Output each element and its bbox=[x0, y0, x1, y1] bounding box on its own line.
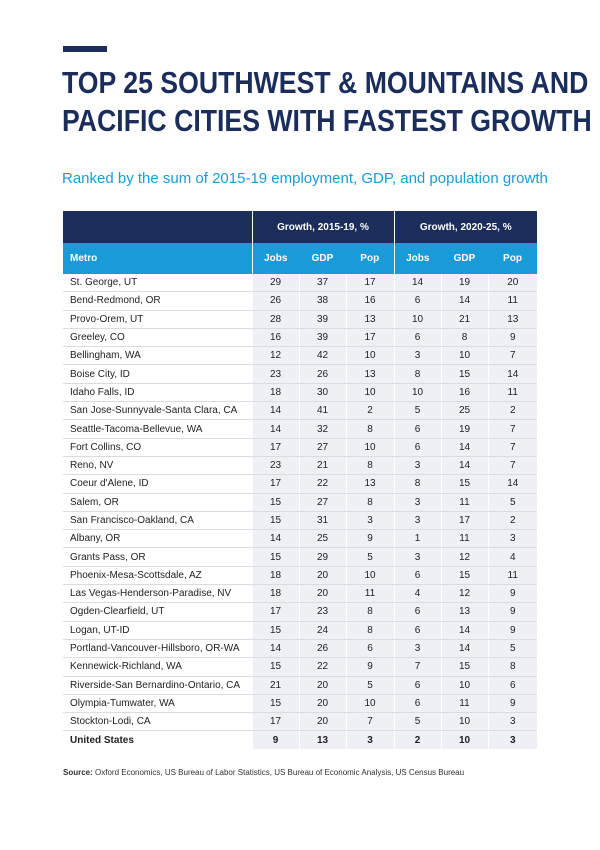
cell-gdp-2015: 23 bbox=[299, 603, 346, 621]
cell-pop-2020: 14 bbox=[488, 475, 537, 493]
table-row bbox=[63, 621, 537, 639]
cell-pop-2015: 7 bbox=[346, 713, 394, 731]
cell-jobs-2015: 17 bbox=[252, 475, 299, 493]
cell-gdp-2020: 14 bbox=[441, 621, 488, 639]
cell-pop-2015: 13 bbox=[346, 310, 394, 328]
cell-gdp-2015: 29 bbox=[299, 548, 346, 566]
cell-pop-2015: 10 bbox=[346, 347, 394, 365]
cell-jobs-2015: 23 bbox=[252, 456, 299, 474]
cell-jobs-2015: 28 bbox=[252, 310, 299, 328]
cell-pop-2015: 9 bbox=[346, 658, 394, 676]
table-row bbox=[63, 347, 537, 365]
cell-gdp-2015: 26 bbox=[299, 365, 346, 383]
cell-jobs-2015: 12 bbox=[252, 347, 299, 365]
table-row bbox=[63, 402, 537, 420]
table-row bbox=[63, 511, 537, 529]
cell-pop-2015: 9 bbox=[346, 530, 394, 548]
cell-gdp-2020: 10 bbox=[441, 713, 488, 731]
source-note bbox=[63, 768, 464, 777]
cell-pop-2020: 7 bbox=[488, 456, 537, 474]
cell-metro: Grants Pass, OR bbox=[63, 548, 252, 566]
group-header-row bbox=[63, 211, 537, 243]
cell-pop-2015: 13 bbox=[346, 475, 394, 493]
source-label: Source: bbox=[63, 768, 93, 777]
cell-jobs-2020: 5 bbox=[394, 713, 441, 731]
cell-pop-2015: 10 bbox=[346, 566, 394, 584]
cell-jobs-2015: 18 bbox=[252, 383, 299, 401]
cell-pop-2020: 11 bbox=[488, 566, 537, 584]
cell-gdp-2020: 25 bbox=[441, 402, 488, 420]
cell-metro: Coeur d'Alene, ID bbox=[63, 475, 252, 493]
growth-table bbox=[63, 211, 537, 749]
cell-pop-2020: 5 bbox=[488, 639, 537, 657]
cell-jobs-2015: 17 bbox=[252, 438, 299, 456]
title-line-1: TOP 25 SOUTHWEST & MOUNTAINS AND bbox=[62, 65, 589, 100]
cell-metro: San Jose-Sunnyvale-Santa Clara, CA bbox=[63, 402, 252, 420]
cell-pop-2015: 3 bbox=[346, 731, 394, 749]
cell-pop-2015: 6 bbox=[346, 639, 394, 657]
column-header-metro: Metro bbox=[63, 243, 252, 274]
cell-gdp-2015: 39 bbox=[299, 310, 346, 328]
cell-gdp-2020: 13 bbox=[441, 603, 488, 621]
cell-pop-2015: 3 bbox=[346, 511, 394, 529]
cell-pop-2015: 8 bbox=[346, 621, 394, 639]
cell-jobs-2020: 10 bbox=[394, 310, 441, 328]
cell-pop-2020: 9 bbox=[488, 585, 537, 603]
cell-metro: Albany, OR bbox=[63, 530, 252, 548]
table-row bbox=[63, 328, 537, 346]
cell-pop-2020: 8 bbox=[488, 658, 537, 676]
cell-jobs-2020: 6 bbox=[394, 328, 441, 346]
table-row bbox=[63, 456, 537, 474]
table-row bbox=[63, 310, 537, 328]
cell-pop-2015: 16 bbox=[346, 292, 394, 310]
cell-jobs-2015: 15 bbox=[252, 694, 299, 712]
cell-jobs-2015: 29 bbox=[252, 274, 299, 292]
table-row bbox=[63, 676, 537, 694]
cell-gdp-2020: 15 bbox=[441, 658, 488, 676]
cell-pop-2020: 3 bbox=[488, 731, 537, 749]
cell-pop-2020: 9 bbox=[488, 603, 537, 621]
cell-gdp-2015: 32 bbox=[299, 420, 346, 438]
cell-metro: Logan, UT-ID bbox=[63, 621, 252, 639]
cell-gdp-2015: 42 bbox=[299, 347, 346, 365]
cell-gdp-2020: 15 bbox=[441, 475, 488, 493]
cell-pop-2020: 13 bbox=[488, 310, 537, 328]
cell-jobs-2020: 3 bbox=[394, 347, 441, 365]
cell-metro: Seattle-Tacoma-Bellevue, WA bbox=[63, 420, 252, 438]
cell-jobs-2020: 6 bbox=[394, 420, 441, 438]
cell-jobs-2015: 17 bbox=[252, 603, 299, 621]
cell-metro: San Francisco-Oakland, CA bbox=[63, 511, 252, 529]
cell-pop-2020: 4 bbox=[488, 548, 537, 566]
cell-jobs-2020: 14 bbox=[394, 274, 441, 292]
cell-metro: Bellingham, WA bbox=[63, 347, 252, 365]
cell-pop-2020: 20 bbox=[488, 274, 537, 292]
cell-gdp-2020: 19 bbox=[441, 420, 488, 438]
title-line-2: PACIFIC CITIES WITH FASTEST GROWTH bbox=[62, 103, 592, 138]
table-row bbox=[63, 438, 537, 456]
cell-jobs-2020: 3 bbox=[394, 511, 441, 529]
table-row bbox=[63, 639, 537, 657]
cell-pop-2015: 10 bbox=[346, 438, 394, 456]
cell-metro: Greeley, CO bbox=[63, 328, 252, 346]
cell-gdp-2015: 38 bbox=[299, 292, 346, 310]
column-header-pop-2020: Pop bbox=[488, 243, 537, 274]
cell-jobs-2020: 8 bbox=[394, 475, 441, 493]
cell-gdp-2020: 10 bbox=[441, 676, 488, 694]
cell-gdp-2015: 13 bbox=[299, 731, 346, 749]
column-header-jobs-2020: Jobs bbox=[394, 243, 441, 274]
cell-pop-2020: 9 bbox=[488, 328, 537, 346]
source-text: Oxford Economics, US Bureau of Labor Statistics, US Bureau of Economic Analysis, US Census Bureau bbox=[92, 768, 465, 777]
cell-metro: Stockton-Lodi, CA bbox=[63, 713, 252, 731]
cell-jobs-2020: 3 bbox=[394, 456, 441, 474]
cell-metro: Provo-Orem, UT bbox=[63, 310, 252, 328]
cell-jobs-2020: 6 bbox=[394, 676, 441, 694]
cell-jobs-2015: 21 bbox=[252, 676, 299, 694]
cell-pop-2015: 17 bbox=[346, 328, 394, 346]
table-row bbox=[63, 292, 537, 310]
cell-jobs-2020: 10 bbox=[394, 383, 441, 401]
cell-gdp-2020: 14 bbox=[441, 438, 488, 456]
cell-pop-2015: 5 bbox=[346, 676, 394, 694]
cell-pop-2020: 5 bbox=[488, 493, 537, 511]
cell-pop-2015: 8 bbox=[346, 456, 394, 474]
cell-gdp-2015: 27 bbox=[299, 438, 346, 456]
cell-pop-2015: 2 bbox=[346, 402, 394, 420]
cell-gdp-2020: 10 bbox=[441, 347, 488, 365]
cell-pop-2015: 13 bbox=[346, 365, 394, 383]
cell-jobs-2015: 26 bbox=[252, 292, 299, 310]
column-header-gdp-2015: GDP bbox=[299, 243, 346, 274]
cell-gdp-2015: 21 bbox=[299, 456, 346, 474]
cell-jobs-2020: 5 bbox=[394, 402, 441, 420]
cell-pop-2020: 7 bbox=[488, 420, 537, 438]
cell-pop-2020: 2 bbox=[488, 402, 537, 420]
cell-gdp-2015: 25 bbox=[299, 530, 346, 548]
cell-metro: Boise City, ID bbox=[63, 365, 252, 383]
cell-gdp-2020: 21 bbox=[441, 310, 488, 328]
accent-bar bbox=[63, 46, 107, 52]
cell-pop-2020: 3 bbox=[488, 713, 537, 731]
cell-jobs-2020: 6 bbox=[394, 292, 441, 310]
cell-jobs-2015: 23 bbox=[252, 365, 299, 383]
cell-jobs-2015: 14 bbox=[252, 639, 299, 657]
cell-gdp-2020: 15 bbox=[441, 365, 488, 383]
cell-gdp-2020: 16 bbox=[441, 383, 488, 401]
table-row bbox=[63, 548, 537, 566]
group-header-2015-19: Growth, 2015-19, % bbox=[252, 211, 394, 243]
cell-pop-2015: 10 bbox=[346, 383, 394, 401]
page-title bbox=[62, 64, 592, 140]
cell-pop-2020: 7 bbox=[488, 347, 537, 365]
cell-metro: Fort Collins, CO bbox=[63, 438, 252, 456]
cell-jobs-2015: 14 bbox=[252, 530, 299, 548]
cell-gdp-2020: 14 bbox=[441, 292, 488, 310]
cell-pop-2020: 6 bbox=[488, 676, 537, 694]
cell-jobs-2015: 17 bbox=[252, 713, 299, 731]
cell-gdp-2020: 11 bbox=[441, 493, 488, 511]
cell-pop-2020: 3 bbox=[488, 530, 537, 548]
table-row bbox=[63, 585, 537, 603]
column-header-pop-2015: Pop bbox=[346, 243, 394, 274]
cell-jobs-2020: 7 bbox=[394, 658, 441, 676]
cell-gdp-2015: 31 bbox=[299, 511, 346, 529]
cell-jobs-2015: 16 bbox=[252, 328, 299, 346]
cell-metro: St. George, UT bbox=[63, 274, 252, 292]
cell-pop-2015: 8 bbox=[346, 493, 394, 511]
table-row bbox=[63, 566, 537, 584]
cell-pop-2020: 7 bbox=[488, 438, 537, 456]
cell-jobs-2020: 6 bbox=[394, 438, 441, 456]
cell-jobs-2020: 6 bbox=[394, 621, 441, 639]
cell-jobs-2015: 15 bbox=[252, 511, 299, 529]
cell-gdp-2015: 20 bbox=[299, 694, 346, 712]
cell-metro: Riverside-San Bernardino-Ontario, CA bbox=[63, 676, 252, 694]
table-row bbox=[63, 694, 537, 712]
column-header-jobs-2015: Jobs bbox=[252, 243, 299, 274]
cell-metro: Bend-Redmond, OR bbox=[63, 292, 252, 310]
cell-gdp-2015: 41 bbox=[299, 402, 346, 420]
cell-metro: Ogden-Clearfield, UT bbox=[63, 603, 252, 621]
cell-jobs-2015: 15 bbox=[252, 621, 299, 639]
cell-gdp-2020: 8 bbox=[441, 328, 488, 346]
cell-gdp-2015: 24 bbox=[299, 621, 346, 639]
cell-jobs-2015: 18 bbox=[252, 585, 299, 603]
cell-gdp-2020: 14 bbox=[441, 456, 488, 474]
cell-gdp-2020: 11 bbox=[441, 694, 488, 712]
cell-jobs-2020: 6 bbox=[394, 603, 441, 621]
cell-gdp-2020: 17 bbox=[441, 511, 488, 529]
group-header-2020-25: Growth, 2020-25, % bbox=[394, 211, 537, 243]
cell-gdp-2020: 11 bbox=[441, 530, 488, 548]
cell-pop-2015: 17 bbox=[346, 274, 394, 292]
cell-pop-2015: 8 bbox=[346, 603, 394, 621]
cell-jobs-2020: 3 bbox=[394, 493, 441, 511]
table-row bbox=[63, 274, 537, 292]
cell-pop-2020: 14 bbox=[488, 365, 537, 383]
table-row bbox=[63, 658, 537, 676]
cell-jobs-2015: 14 bbox=[252, 402, 299, 420]
cell-jobs-2020: 6 bbox=[394, 694, 441, 712]
cell-metro: United States bbox=[63, 731, 252, 749]
cell-jobs-2015: 15 bbox=[252, 493, 299, 511]
cell-metro: Idaho Falls, ID bbox=[63, 383, 252, 401]
cell-gdp-2020: 15 bbox=[441, 566, 488, 584]
column-header-gdp-2020: GDP bbox=[441, 243, 488, 274]
cell-jobs-2020: 1 bbox=[394, 530, 441, 548]
cell-gdp-2015: 37 bbox=[299, 274, 346, 292]
group-header-blank bbox=[63, 211, 252, 243]
cell-metro: Kennewick-Richland, WA bbox=[63, 658, 252, 676]
cell-metro: Reno, NV bbox=[63, 456, 252, 474]
cell-pop-2015: 11 bbox=[346, 585, 394, 603]
table-row bbox=[63, 713, 537, 731]
cell-metro: Phoenix-Mesa-Scottsdale, AZ bbox=[63, 566, 252, 584]
cell-pop-2015: 8 bbox=[346, 420, 394, 438]
cell-gdp-2020: 12 bbox=[441, 585, 488, 603]
cell-gdp-2015: 20 bbox=[299, 585, 346, 603]
cell-gdp-2015: 39 bbox=[299, 328, 346, 346]
cell-gdp-2015: 27 bbox=[299, 493, 346, 511]
cell-gdp-2015: 26 bbox=[299, 639, 346, 657]
cell-pop-2020: 11 bbox=[488, 383, 537, 401]
cell-jobs-2020: 8 bbox=[394, 365, 441, 383]
cell-jobs-2020: 4 bbox=[394, 585, 441, 603]
cell-metro: Portland-Vancouver-Hillsboro, OR-WA bbox=[63, 639, 252, 657]
cell-jobs-2015: 9 bbox=[252, 731, 299, 749]
cell-pop-2015: 5 bbox=[346, 548, 394, 566]
cell-jobs-2015: 14 bbox=[252, 420, 299, 438]
cell-metro: Salem, OR bbox=[63, 493, 252, 511]
cell-jobs-2015: 15 bbox=[252, 658, 299, 676]
table-row bbox=[63, 420, 537, 438]
cell-gdp-2020: 19 bbox=[441, 274, 488, 292]
cell-gdp-2015: 22 bbox=[299, 475, 346, 493]
cell-jobs-2020: 3 bbox=[394, 548, 441, 566]
cell-gdp-2015: 22 bbox=[299, 658, 346, 676]
cell-gdp-2020: 14 bbox=[441, 639, 488, 657]
cell-pop-2020: 2 bbox=[488, 511, 537, 529]
cell-jobs-2015: 15 bbox=[252, 548, 299, 566]
cell-gdp-2015: 30 bbox=[299, 383, 346, 401]
cell-pop-2015: 10 bbox=[346, 694, 394, 712]
total-row bbox=[63, 731, 537, 749]
cell-pop-2020: 9 bbox=[488, 694, 537, 712]
subtitle: Ranked by the sum of 2015-19 employment, GDP, and population growth bbox=[62, 170, 548, 187]
cell-metro: Las Vegas-Henderson-Paradise, NV bbox=[63, 585, 252, 603]
cell-jobs-2015: 18 bbox=[252, 566, 299, 584]
table-row bbox=[63, 475, 537, 493]
cell-jobs-2020: 2 bbox=[394, 731, 441, 749]
cell-gdp-2015: 20 bbox=[299, 713, 346, 731]
cell-gdp-2020: 12 bbox=[441, 548, 488, 566]
table-row bbox=[63, 530, 537, 548]
cell-gdp-2015: 20 bbox=[299, 676, 346, 694]
cell-gdp-2020: 10 bbox=[441, 731, 488, 749]
cell-gdp-2015: 20 bbox=[299, 566, 346, 584]
cell-jobs-2020: 3 bbox=[394, 639, 441, 657]
table-row bbox=[63, 383, 537, 401]
table-body bbox=[63, 274, 537, 749]
column-header-row bbox=[63, 243, 537, 274]
cell-pop-2020: 9 bbox=[488, 621, 537, 639]
cell-jobs-2020: 6 bbox=[394, 566, 441, 584]
table-row bbox=[63, 603, 537, 621]
cell-metro: Olympia-Tumwater, WA bbox=[63, 694, 252, 712]
cell-pop-2020: 11 bbox=[488, 292, 537, 310]
table-row bbox=[63, 493, 537, 511]
table-row bbox=[63, 365, 537, 383]
